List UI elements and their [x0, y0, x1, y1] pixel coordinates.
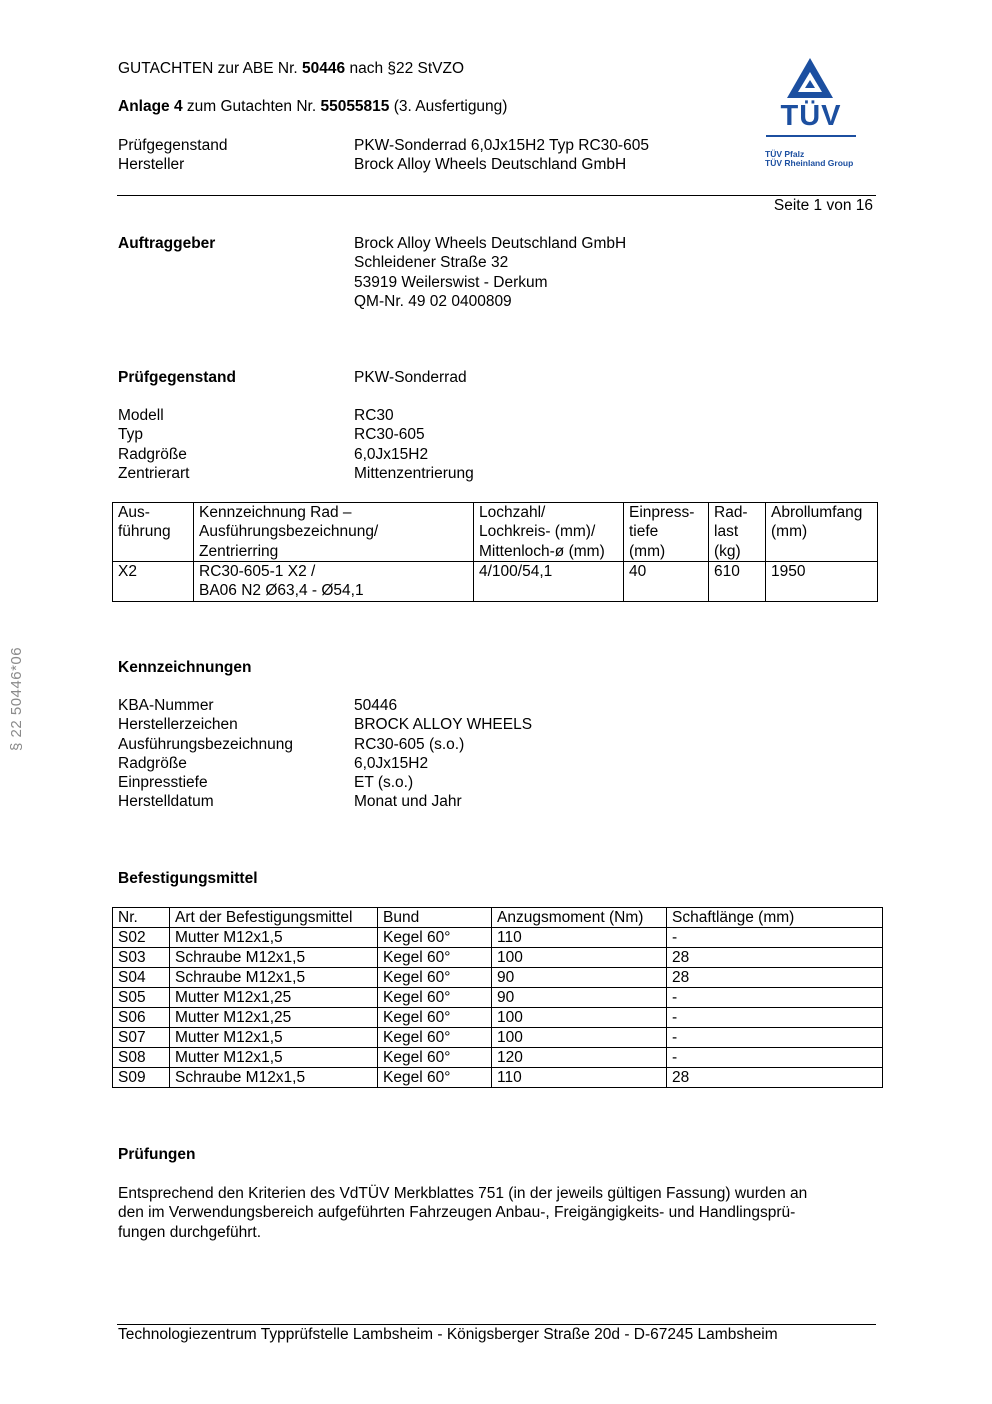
- table-row: [113, 1028, 883, 1048]
- paragraph-line: Entsprechend den Kriterien des VdTÜV Merkblattes 751 (in der jeweils gültigen Fassung) wurden an: [118, 1185, 808, 1202]
- rad-table: [112, 502, 878, 602]
- table-cell: -: [667, 1008, 883, 1028]
- table-cell: -: [667, 1028, 883, 1048]
- table-cell: -: [667, 988, 883, 1008]
- auftraggeber-line: QM-Nr. 49 02 0400809: [354, 292, 512, 310]
- table-cell: RC30-605-1 X2 / BA06 N2 Ø63,4 - Ø54,1: [194, 562, 474, 602]
- table-cell: S04: [113, 968, 170, 988]
- detail-key: Modell: [118, 407, 164, 424]
- table-cell: Kegel 60°: [378, 1008, 492, 1028]
- table-cell: Kegel 60°: [378, 1028, 492, 1048]
- table-cell: 610: [709, 562, 766, 602]
- detail-key: KBA-Nummer: [118, 697, 214, 714]
- table-row: [113, 968, 883, 988]
- detail-key: Herstellerzeichen: [118, 716, 238, 734]
- pruefgegenstand-value: PKW-Sonderrad: [354, 369, 467, 386]
- table-row: [113, 948, 883, 968]
- table-row: [113, 928, 883, 948]
- gutachten-prefix: GUTACHTEN zur ABE Nr.: [118, 60, 303, 77]
- table-cell: Schraube M12x1,5: [170, 968, 378, 988]
- table-cell: 28: [667, 1068, 883, 1088]
- auftraggeber-line: Schleidener Straße 32: [354, 254, 509, 272]
- detail-value: RC30: [354, 407, 394, 424]
- detail-key: Typ: [118, 426, 143, 444]
- header-cell: Schaftlänge (mm): [667, 908, 883, 928]
- pruefungen-text: [118, 1184, 878, 1242]
- detail-row: [118, 735, 818, 754]
- side-stamp: § 22 50446*06: [8, 646, 25, 751]
- table-cell: Schraube M12x1,5: [170, 1068, 378, 1088]
- pruefgegenstand-heading: Prüfgegenstand: [118, 369, 236, 386]
- detail-key: Ausführungsbezeichnung: [118, 735, 293, 753]
- detail-row: [118, 425, 818, 444]
- detail-value: Mittenzentrierung: [354, 464, 474, 482]
- tuv-logo: [763, 56, 859, 174]
- table-cell: 28: [667, 968, 883, 988]
- table-cell: Kegel 60°: [378, 928, 492, 948]
- table-cell: 90: [492, 988, 667, 1008]
- befestigungsmittel-heading: Befestigungsmittel: [118, 870, 258, 887]
- header-cell: Anzugsmoment (Nm): [492, 908, 667, 928]
- detail-row: [118, 406, 818, 425]
- table-row: [113, 988, 883, 1008]
- header-cell: Abrollumfang (mm): [766, 503, 878, 562]
- gutachten-title: [118, 59, 464, 78]
- table-cell: 4/100/54,1: [474, 562, 624, 602]
- table-cell: Schraube M12x1,5: [170, 948, 378, 968]
- pruefungen-heading: Prüfungen: [118, 1146, 196, 1163]
- footer-address: Technologiezentrum Typprüfstelle Lambsheim - Königsberger Straße 20d - D-67245 Lambsheim: [118, 1326, 778, 1343]
- table-cell: 100: [492, 948, 667, 968]
- table-cell: S07: [113, 1028, 170, 1048]
- header-hersteller-value: Brock Alloy Wheels Deutschland GmbH: [354, 156, 627, 173]
- table-cell: -: [667, 928, 883, 948]
- table-cell: Kegel 60°: [378, 988, 492, 1008]
- header-cell: Lochzahl/ Lochkreis- (mm)/ Mittenloch-ø (mm): [474, 503, 624, 562]
- befestigungsmittel-table: [112, 907, 883, 1088]
- table-cell: 28: [667, 948, 883, 968]
- table-cell: 90: [492, 968, 667, 988]
- table-cell: X2: [113, 562, 194, 602]
- kennzeichnungen-heading: Kennzeichnungen: [118, 659, 252, 676]
- header-cell: Aus- führung: [113, 503, 194, 562]
- detail-value: BROCK ALLOY WHEELS: [354, 716, 533, 734]
- table-cell: Mutter M12x1,25: [170, 988, 378, 1008]
- detail-value: 6,0Jx15H2: [354, 754, 429, 772]
- header-cell: Rad- last (kg): [709, 503, 766, 562]
- detail-value: RC30-605: [354, 426, 425, 444]
- detail-value: RC30-605 (s.o.): [354, 735, 465, 753]
- detail-key: Radgröße: [118, 754, 187, 772]
- table-cell: Kegel 60°: [378, 968, 492, 988]
- header-cell: Nr.: [113, 908, 170, 928]
- table-row: [113, 562, 878, 602]
- auftraggeber-label: Auftraggeber: [118, 235, 216, 252]
- abe-number: 50446: [302, 60, 346, 77]
- header-cell: Art der Befestigungsmittel: [170, 908, 378, 928]
- table-cell: Mutter M12x1,5: [170, 1048, 378, 1068]
- detail-key: Herstelldatum: [118, 793, 214, 811]
- detail-row: [118, 792, 818, 811]
- table-cell: 110: [492, 1068, 667, 1088]
- detail-row: [118, 464, 818, 483]
- rad-table-header: [113, 503, 878, 562]
- detail-value: ET (s.o.): [354, 774, 414, 792]
- table-cell: 1950: [766, 562, 878, 602]
- table-row: [113, 1008, 883, 1028]
- detail-row: [118, 445, 818, 464]
- header-cell: Kennzeichnung Rad – Ausführungsbezeichnung/ Zentrierring: [194, 503, 474, 562]
- detail-row: [118, 715, 818, 734]
- pruefgegenstand-details: [118, 406, 818, 483]
- paragraph-line: den im Verwendungsbereich aufgeführten Fahrzeugen Anbau-, Freigängigkeits- und Handlingsprü-: [118, 1204, 796, 1222]
- detail-key: Radgröße: [118, 445, 187, 463]
- table-cell: -: [667, 1048, 883, 1068]
- anlage-middle: zum Gutachten Nr.: [182, 98, 321, 115]
- table-cell: 110: [492, 928, 667, 948]
- detail-value: Monat und Jahr: [354, 793, 462, 811]
- table-row: [113, 1048, 883, 1068]
- table-cell: S05: [113, 988, 170, 1008]
- gutachten-number: 55055815: [320, 98, 390, 115]
- table-cell: S02: [113, 928, 170, 948]
- auftraggeber-line: 53919 Weilerswist - Derkum: [354, 273, 548, 291]
- detail-row: [118, 696, 818, 715]
- auftraggeber-line: Brock Alloy Wheels Deutschland GmbH: [354, 235, 627, 252]
- table-cell: 120: [492, 1048, 667, 1068]
- page-info: Seite 1 von 16: [773, 197, 873, 214]
- header-hersteller-label: Hersteller: [118, 156, 185, 173]
- tuv-wordmark: TÜV: [780, 100, 842, 132]
- table-cell: 40: [624, 562, 709, 602]
- detail-value: 50446: [354, 697, 398, 714]
- table-cell: Mutter M12x1,5: [170, 928, 378, 948]
- detail-key: Einpresstiefe: [118, 774, 208, 792]
- auftraggeber-address: [354, 234, 626, 311]
- table-cell: Mutter M12x1,5: [170, 1028, 378, 1048]
- table-cell: S03: [113, 948, 170, 968]
- header-cell: Einpress- tiefe (mm): [624, 503, 709, 562]
- detail-value: 6,0Jx15H2: [354, 445, 429, 463]
- gutachten-suffix: nach §22 StVZO: [345, 60, 465, 77]
- header-pruefgegenstand-label: Prüfgegenstand: [118, 137, 228, 154]
- tuv-line2: TÜV Rheinland Group: [765, 158, 854, 168]
- table-cell: Mutter M12x1,25: [170, 1008, 378, 1028]
- header-pruefgegenstand-value: PKW-Sonderrad 6,0Jx15H2 Typ RC30-605: [354, 137, 649, 154]
- header-cell: Bund: [378, 908, 492, 928]
- kennzeichnungen-list: [118, 696, 818, 812]
- anlage-suffix: (3. Ausfertigung): [389, 98, 508, 115]
- table-cell: 100: [492, 1028, 667, 1048]
- detail-key: Zentrierart: [118, 464, 190, 482]
- table-row: [113, 1068, 883, 1088]
- befestigung-header: [113, 908, 883, 928]
- table-cell: 100: [492, 1008, 667, 1028]
- anlage-line: [118, 97, 507, 116]
- tuv-line1: TÜV Pfalz: [765, 149, 805, 159]
- table-cell: S08: [113, 1048, 170, 1068]
- table-cell: S06: [113, 1008, 170, 1028]
- table-cell: S09: [113, 1068, 170, 1088]
- table-cell: Kegel 60°: [378, 948, 492, 968]
- paragraph-line: fungen durchgeführt.: [118, 1223, 262, 1241]
- detail-row: [118, 754, 818, 773]
- table-cell: Kegel 60°: [378, 1048, 492, 1068]
- detail-row: [118, 773, 818, 792]
- anlage-label: Anlage 4: [118, 98, 183, 115]
- table-cell: Kegel 60°: [378, 1068, 492, 1088]
